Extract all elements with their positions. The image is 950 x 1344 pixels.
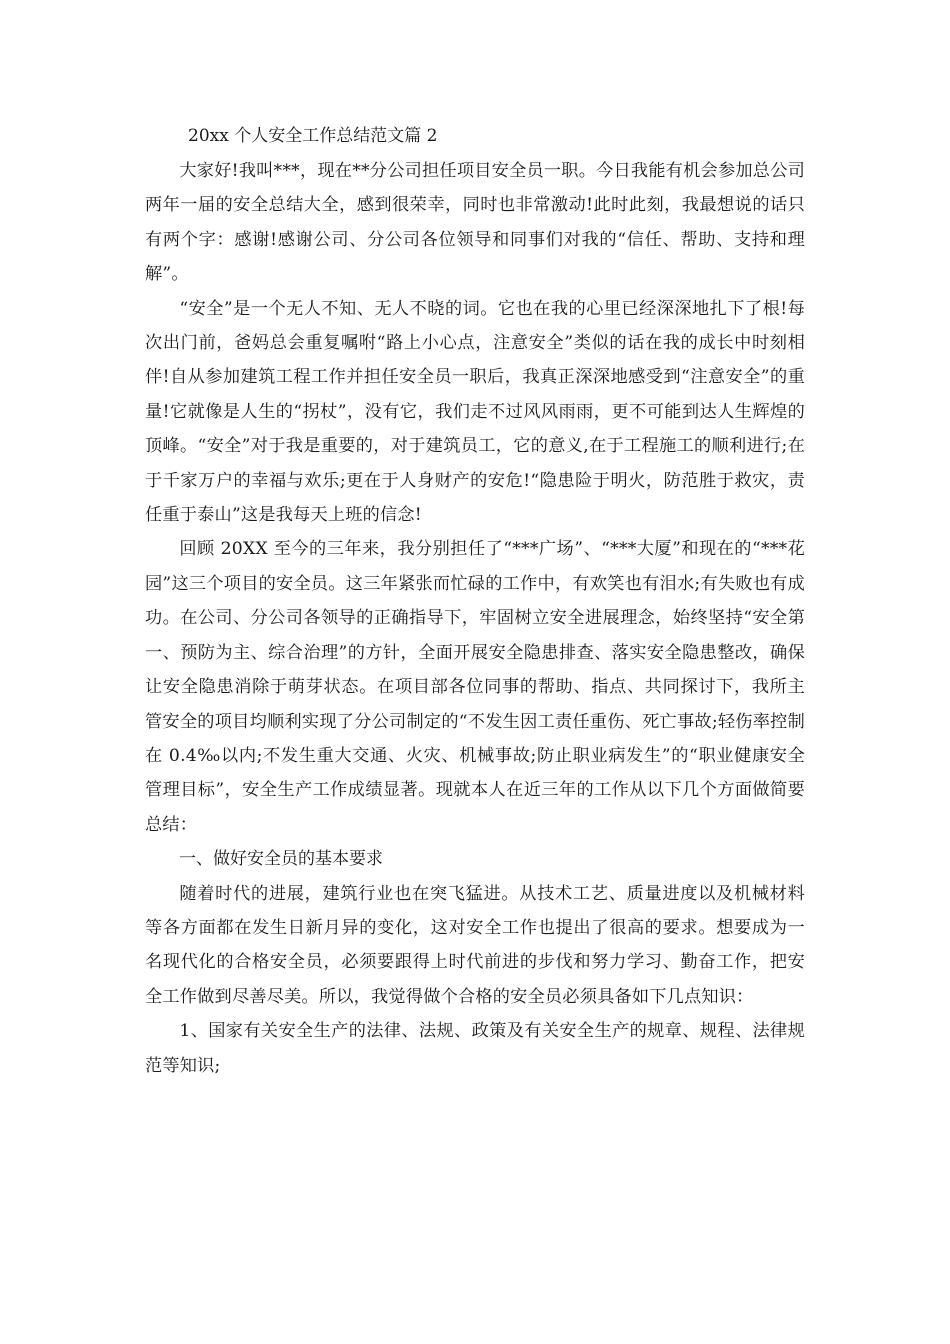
- paragraph-requirements: 随着时代的进展，建筑行业也在突飞猛进。从技术工艺、质量进度以及机械材料等各方面都在发生日新月异的变化，这对安全工作也提出了很高的要求。想要成为一名现代化的合格安全员，必须要跟得上时代前进的步伐和努力学习、勤奋工作，把安全工作做到尽善尽美。所以，我觉得做个合格的安全员必须具备如下几点知识：: [145, 883, 805, 1007]
- document-body: [145, 154, 805, 1083]
- section-heading-1: 一、做好安全员的基本要求: [179, 849, 383, 870]
- paragraph-review: 回顾 20XX 至今的三年来，我分别担任了“***广场”、“***大厦”和现在的“***花园”这三个项目的安全员。这三年紧张而忙碌的工作中，有欢笑也有泪水;有失败也有成功。在公司、分公司各领导的正确指导下，牢固树立安全进展理念，始终坚持“安全第一、预防为主、综合治理”的方针，全面开展安全隐患排查、落实安全隐患整改，确保让安全隐患消除于萌芽状态。在项目部各位同事的帮助、指点、共同探讨下，我所主管安全的项目均顺利实现了分公司制定的“不发生因工责任重伤、死亡事故;轻伤率控制在 0.4‰以内;不发生重大交通、火灾、机械事故;防止职业病发生”的“职业健康安全管理目标”，安全生产工作成绩显著。现就本人在近三年的工作从以下几个方面做简要总结：: [145, 539, 805, 835]
- document-title: 20xx 个人安全工作总结范文篇 2: [188, 126, 438, 146]
- paragraph-safety-meaning: “安全”是一个无人不知、无人不晓的词。它也在我的心里已经深深地扎下了根!每次出门前，爸妈总会重复嘱咐“路上小心点，注意安全”类似的话在我的成长中时刻相伴!自从参加建筑工程工作并担任安全员一职后，我真正深深地感受到“注意安全”的重量!它就像是人生的“拐杖”，没有它，我们走不过风风雨雨，更不可能到达人生辉煌的顶峰。“安全”对于我是重要的，对于建筑员工，它的意义,在于工程施工的顺利进行;在于千家万户的幸福与欢乐;更在于人身财产的安危!“隐患险于明火，防范胜于救灾，责任重于泰山”这是我每天上班的信念!: [145, 298, 805, 526]
- list-item-1: 1、国家有关安全生产的法律、法规、政策及有关安全生产的规章、规程、法律规范等知识;: [145, 1021, 805, 1076]
- paragraph-greeting: 大家好!我叫***，现在**分公司担任项目安全员一职。今日我能有机会参加总公司两年一届的安全总结大全，感到很荣幸，同时也非常激动!此时此刻，我最想说的话只有两个字：感谢!感谢公司、分公司各位领导和同事们对我的“信任、帮助、支持和理解”。: [145, 161, 805, 285]
